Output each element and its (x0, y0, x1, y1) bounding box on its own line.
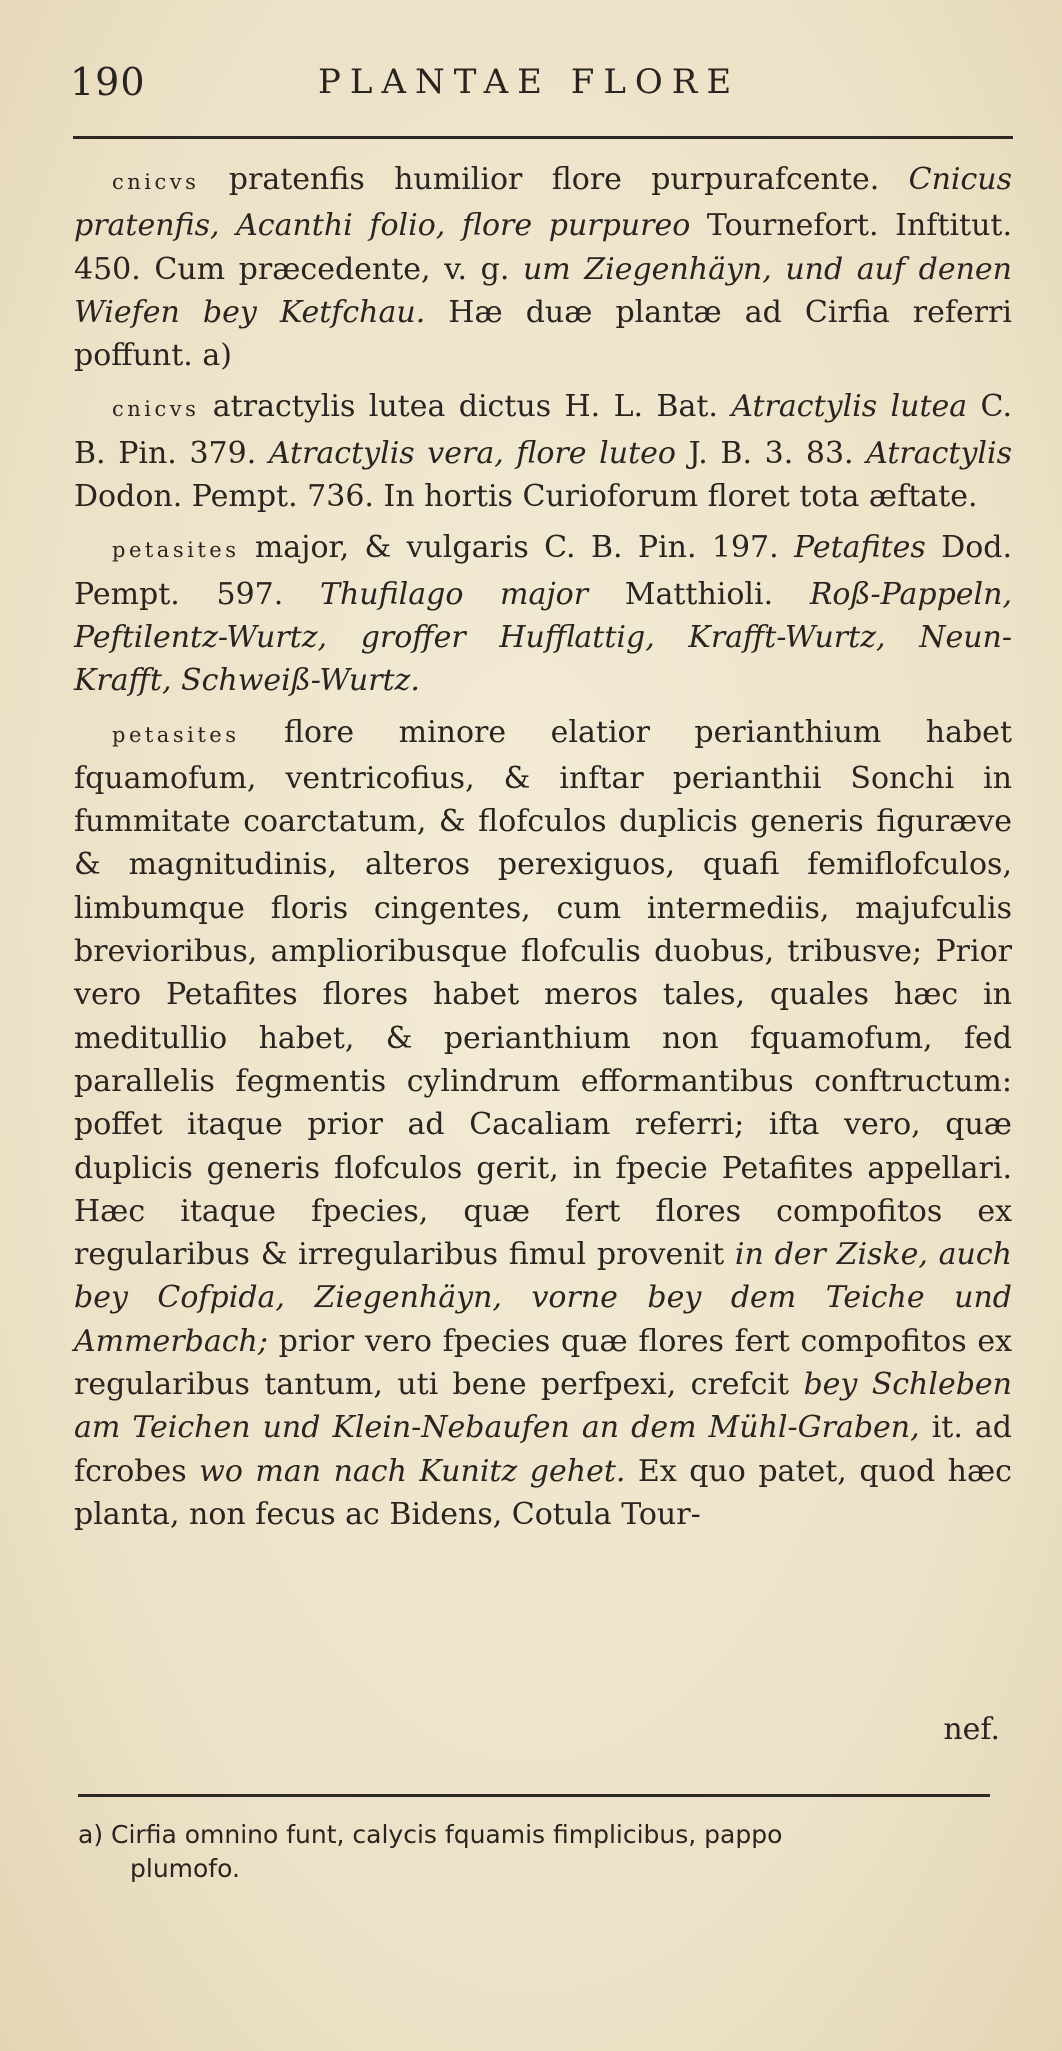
text-run: Tournefort. Inftitut. 450. Cum præcedente, v. g. (74, 208, 1013, 287)
text-run: it. ad fcrobes (74, 1410, 1012, 1489)
footnote-line: plumofo. (130, 1854, 240, 1883)
italic-run: Atractylis vera, flore luteo (268, 435, 676, 471)
text-run: atractylis lutea dictus H. L. Bat. (199, 389, 732, 425)
page-header (70, 60, 1000, 110)
genus-name: cnicvs (112, 170, 200, 194)
text-run: major, & vulgaris C. B. Pin. 197. (239, 530, 795, 566)
entry-petasites-major (74, 526, 1012, 702)
text-run: flore minore elatior perianthium habet fquamofum, ventricofius, & inftar perianthii Sonchi in fummitate coarctatum, & flofculos duplicis generis figuræve & magnitudinis, alteros perexiguos, quafi femiflofculos, limbumque floris cingentes, cum intermediis, majufculis brevioribus, amplioribusque flofculis duobus, tribusve; Prior vero Petafites flores habet meros tales, quales hæc in meditullio habet, & perianthium non fquamofum, fed parallelis fegmentis cylindrum efformantibus conftructum: poffet itaque prior ad Cacaliam referri; ifta vero, quæ duplicis generis flofculos gerit, in fpecie Petafites appellari. Hæc itaque fpecies, quæ fert flores compofitos ex regularibus & irregularibus fimul provenit (74, 714, 1012, 1273)
entry-cnicus-atractylis (74, 385, 1012, 518)
text-run: prior vero fpecies quæ flores fert compofitos ex regularibus tantum, uti bene perfpexi, crefcit (74, 1323, 1012, 1403)
italic-run: Thufilago major (319, 576, 589, 612)
footnote (78, 1818, 988, 1886)
italic-run: Atractylis lutea (731, 389, 968, 425)
text-run: Ex quo patet, quod hæc planta, non fecus ac Bidens, Cotula Tour- (74, 1453, 1012, 1532)
footnote-rule (78, 1794, 990, 1797)
italic-run: Atractylis (866, 435, 1012, 471)
italic-run: Roß-Pappeln, Peftilentz-Wurtz, groffer Hufflattig, Krafft-Wurtz, Neun-Krafft, Schweiß-Wurtz. (74, 576, 1012, 699)
italic-run: wo man nach Kunitz gehet. (199, 1453, 626, 1489)
italic-run: Cnicus pratenfis, Acanthi folio, flore purpureo (74, 162, 1012, 244)
italic-run: in der Ziske, auch bey Cofpida, Ziegenhäyn, vorne bey dem Teiche und Ammerbach; (74, 1237, 1012, 1359)
entry-cnicus-pratensis (74, 158, 1012, 377)
entry-petasites-minor (74, 711, 1012, 1537)
genus-name: cnicvs (112, 397, 200, 422)
header-rule (73, 136, 1013, 139)
italic-run: um Ziegenhäyn, und auf denen Wiefen bey Ketfchau. (74, 251, 1012, 330)
text-run: pratenfis humilior flore purpurafcente. (199, 162, 909, 197)
italic-run: Petafites (794, 530, 926, 566)
genus-name: petasites (112, 722, 240, 747)
text-run: J. B. 3. 83. (675, 435, 867, 471)
text-run: Dodon. Pempt. 736. In hortis Curioforum floret tota æftate. (74, 479, 978, 515)
italic-run: bey Schleben am Teichen und Klein-Nebaufen an dem Mühl-Graben, (74, 1367, 1012, 1446)
main-text (74, 158, 1012, 1544)
page-number: 190 (70, 60, 146, 104)
text-run: Matthioli. (588, 576, 810, 612)
footnote-line: a) Cirfia omnino funt, calycis fquamis fimplicibus, pappo (78, 1820, 783, 1849)
running-title: PLANTAE FLORE (318, 62, 741, 102)
genus-name: petasites (112, 538, 240, 563)
text-run: Hæ duæ plantæ ad Cirfia referri poffunt. a) (74, 294, 1012, 374)
text-run: C. B. Pin. 379. (74, 389, 1012, 471)
catchword: nef. (943, 1712, 1000, 1747)
text-run: Dod. Pempt. 597. (74, 530, 1012, 612)
